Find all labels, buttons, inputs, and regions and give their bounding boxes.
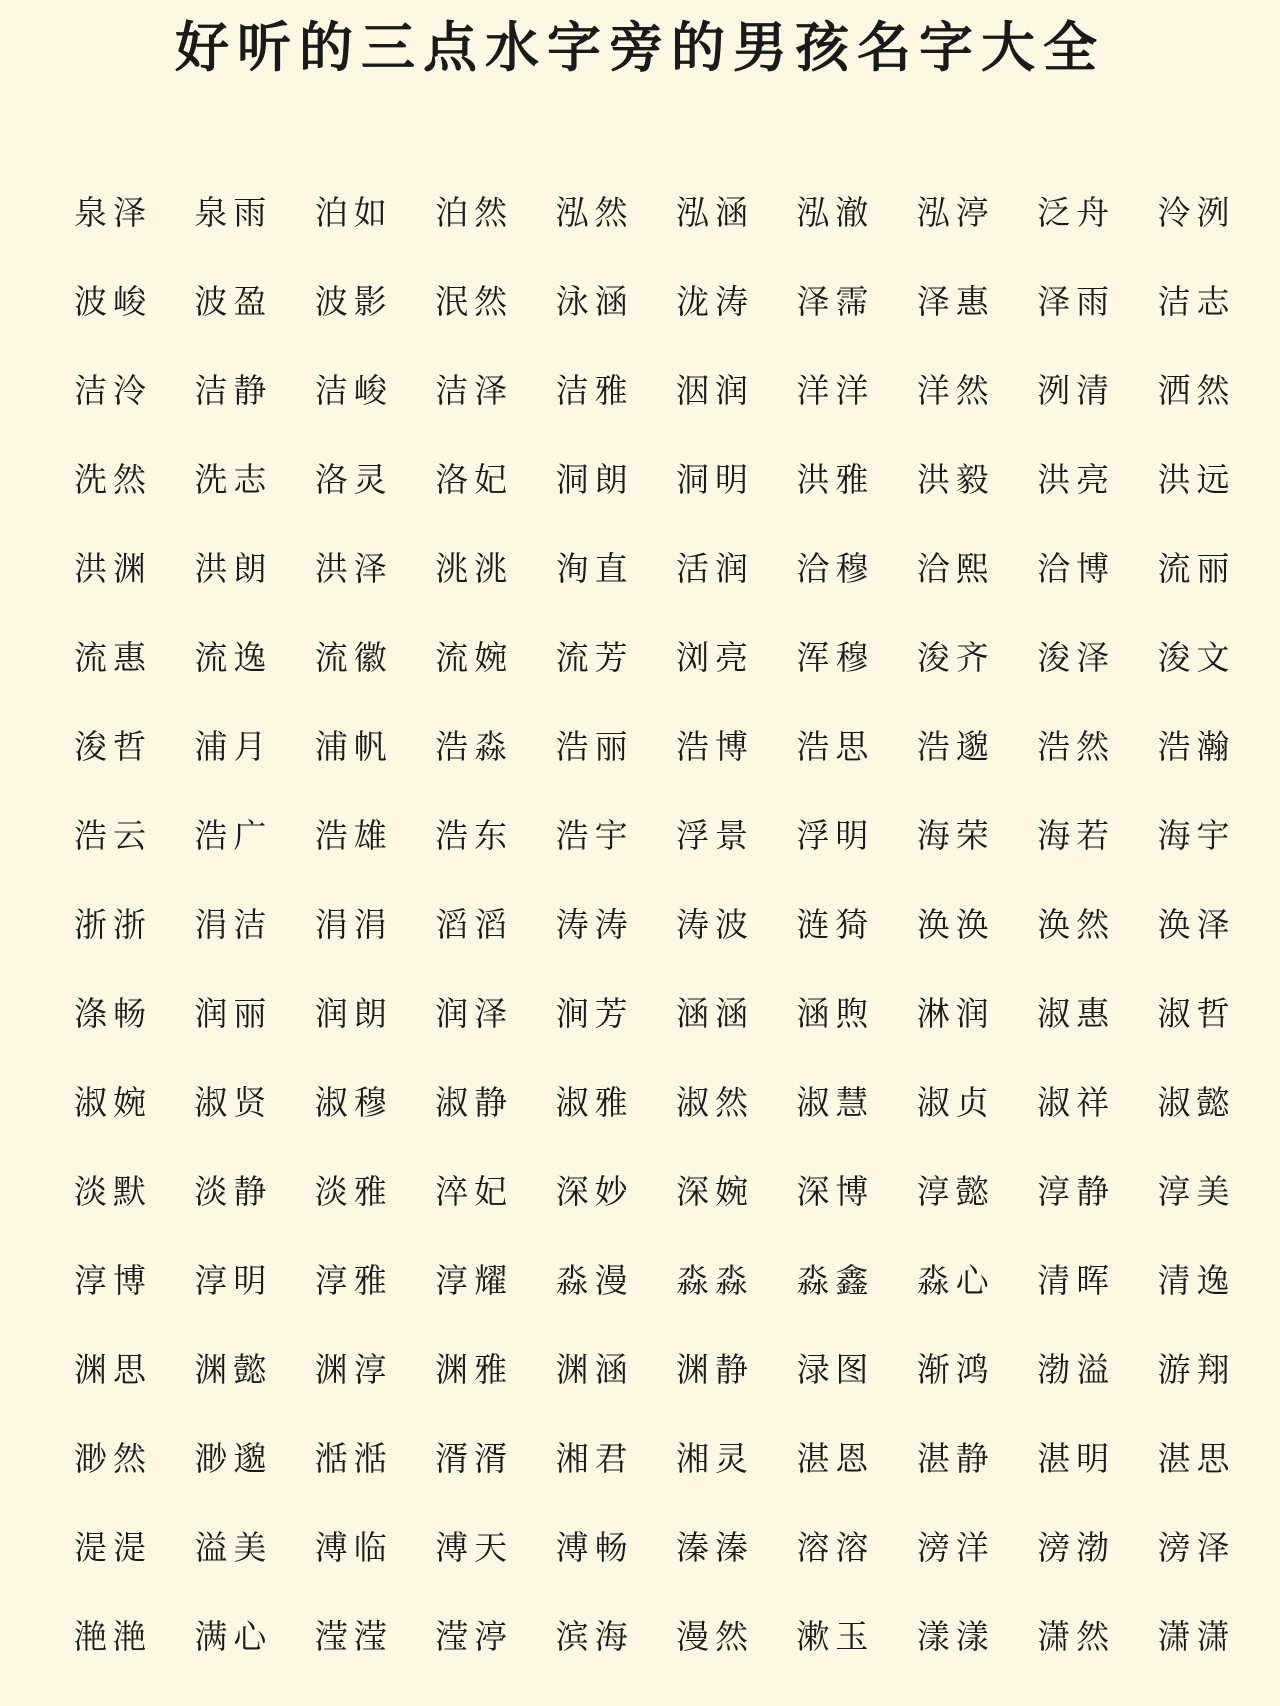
names-row [74, 613, 1280, 702]
names-row [74, 1236, 1280, 1325]
name-entry: 涛涛 [555, 904, 634, 944]
name-entry: 洪雅 [796, 459, 875, 499]
name-entry: 浦帆 [314, 726, 393, 766]
name-entry: 泓澈 [796, 192, 875, 232]
name-entry: 浑穆 [796, 637, 875, 677]
name-entry: 淳耀 [435, 1260, 514, 1300]
name-entry: 深博 [796, 1171, 875, 1211]
name-entry: 泓涵 [675, 192, 754, 232]
name-entry: 渊思 [74, 1349, 152, 1389]
name-entry: 洛灵 [314, 459, 393, 499]
name-entry: 淼漫 [555, 1260, 634, 1300]
name-entry: 泯然 [435, 281, 514, 321]
name-entry: 流丽 [1157, 548, 1236, 588]
name-entry: 浩丽 [555, 726, 634, 766]
name-entry: 溥天 [435, 1527, 514, 1567]
name-entry: 淡静 [194, 1171, 273, 1211]
names-row [74, 435, 1280, 524]
name-entry: 渤溢 [1037, 1349, 1116, 1389]
name-entry: 湛明 [1037, 1438, 1116, 1478]
name-entry: 洒然 [1157, 370, 1236, 410]
name-entry: 潇然 [1037, 1616, 1116, 1656]
name-entry: 洪泽 [314, 548, 393, 588]
name-entry: 湘君 [555, 1438, 634, 1478]
name-entry: 洗然 [74, 459, 152, 499]
name-entry: 漫然 [675, 1616, 754, 1656]
names-row [74, 257, 1280, 346]
name-entry: 浩思 [796, 726, 875, 766]
name-entry: 浩宇 [555, 815, 634, 855]
name-entry: 清晖 [1037, 1260, 1116, 1300]
name-entry: 洁静 [194, 370, 273, 410]
name-entry: 浚齐 [916, 637, 995, 677]
name-entry: 涣涣 [916, 904, 995, 944]
name-entry: 湛静 [916, 1438, 995, 1478]
name-entry: 渺然 [74, 1438, 152, 1478]
name-entry: 浏亮 [675, 637, 754, 677]
name-entry: 泊然 [435, 192, 514, 232]
names-row [74, 702, 1280, 791]
names-row [74, 1503, 1280, 1592]
name-entry: 湛思 [1157, 1438, 1236, 1478]
name-entry: 湉湉 [314, 1438, 393, 1478]
name-entry: 溥畅 [555, 1527, 634, 1567]
names-row [74, 1325, 1280, 1414]
name-entry: 淑雅 [555, 1082, 634, 1122]
name-entry: 洁雅 [555, 370, 634, 410]
name-entry: 淑贞 [916, 1082, 995, 1122]
name-entry: 泽雨 [1037, 281, 1116, 321]
name-entry: 满心 [194, 1616, 273, 1656]
name-entry: 洗志 [194, 459, 273, 499]
name-entry: 洁志 [1157, 281, 1236, 321]
name-entry: 洽穆 [796, 548, 875, 588]
names-row [74, 168, 1280, 257]
name-entry: 浩云 [74, 815, 152, 855]
name-entry: 淳雅 [314, 1260, 393, 1300]
name-entry: 洋洋 [796, 370, 875, 410]
name-entry: 泉雨 [194, 192, 273, 232]
name-entry: 渊雅 [435, 1349, 514, 1389]
name-entry: 波影 [314, 281, 393, 321]
name-entry: 淼鑫 [796, 1260, 875, 1300]
name-entry: 洪朗 [194, 548, 273, 588]
names-row [74, 1147, 1280, 1236]
name-entry: 泷涛 [675, 281, 754, 321]
name-entry: 溱溱 [675, 1527, 754, 1567]
name-entry: 润朗 [314, 993, 393, 1033]
name-entry: 流芳 [555, 637, 634, 677]
name-entry: 洪亮 [1037, 459, 1116, 499]
name-entry: 泉泽 [74, 192, 152, 232]
names-row [74, 880, 1280, 969]
name-entry: 泳涵 [555, 281, 634, 321]
name-entry: 漾漾 [916, 1616, 995, 1656]
name-entry: 潇潇 [1157, 1616, 1236, 1656]
name-entry: 洞朗 [555, 459, 634, 499]
name-entry: 洁峻 [314, 370, 393, 410]
name-entry: 淳静 [1037, 1171, 1116, 1211]
name-entry: 滨海 [555, 1616, 634, 1656]
name-entry: 深妙 [555, 1171, 634, 1211]
name-entry: 涣然 [1037, 904, 1116, 944]
name-entry: 泓然 [555, 192, 634, 232]
name-entry: 浩博 [675, 726, 754, 766]
name-entry: 泽霈 [796, 281, 875, 321]
names-grid [74, 168, 1280, 1681]
name-entry: 淳美 [1157, 1171, 1236, 1211]
name-entry: 渊静 [675, 1349, 754, 1389]
name-entry: 浩东 [435, 815, 514, 855]
names-row [74, 346, 1280, 435]
name-entry: 淋润 [916, 993, 995, 1033]
name-entry: 涟猗 [796, 904, 875, 944]
names-row [74, 1592, 1280, 1681]
page-title: 好听的三点水字旁的男孩名字大全 [175, 15, 1105, 79]
name-entry: 浩然 [1037, 726, 1116, 766]
name-entry: 溥临 [314, 1527, 393, 1567]
name-entry: 滟滟 [74, 1616, 152, 1656]
name-entry: 淑慧 [796, 1082, 875, 1122]
name-entry: 湘灵 [675, 1438, 754, 1478]
name-entry: 流惠 [74, 637, 152, 677]
name-entry: 涓涓 [314, 904, 393, 944]
name-entry: 洽熙 [916, 548, 995, 588]
name-entry: 滂泽 [1157, 1527, 1236, 1567]
name-entry: 波盈 [194, 281, 273, 321]
name-entry: 渐鸿 [916, 1349, 995, 1389]
name-entry: 波峻 [74, 281, 152, 321]
name-entry: 深婉 [675, 1171, 754, 1211]
name-entry: 流徽 [314, 637, 393, 677]
name-entry: 淡默 [74, 1171, 152, 1211]
name-entry: 洌清 [1037, 370, 1116, 410]
names-row [74, 969, 1280, 1058]
name-entry: 溢美 [194, 1527, 273, 1567]
name-entry: 洛妃 [435, 459, 514, 499]
name-entry: 浩瀚 [1157, 726, 1236, 766]
name-entry: 涤畅 [74, 993, 152, 1033]
name-entry: 浦月 [194, 726, 273, 766]
name-entry: 淑惠 [1037, 993, 1116, 1033]
name-entry: 浩广 [194, 815, 273, 855]
name-entry: 渊涵 [555, 1349, 634, 1389]
name-entry: 海荣 [916, 815, 995, 855]
name-entry: 淑懿 [1157, 1082, 1236, 1122]
name-entry: 流婉 [435, 637, 514, 677]
name-entry: 漱玉 [796, 1616, 875, 1656]
name-entry: 淑静 [435, 1082, 514, 1122]
names-row [74, 1414, 1280, 1503]
names-row [74, 524, 1280, 613]
name-entry: 涣泽 [1157, 904, 1236, 944]
name-entry: 淑哲 [1157, 993, 1236, 1033]
name-entry: 浩邈 [916, 726, 995, 766]
name-entry: 滂渤 [1037, 1527, 1116, 1567]
name-entry: 海若 [1037, 815, 1116, 855]
name-entry: 湜湜 [74, 1527, 152, 1567]
name-entry: 浚文 [1157, 637, 1236, 677]
name-entry: 湑湑 [435, 1438, 514, 1478]
name-entry: 浩淼 [435, 726, 514, 766]
name-entry: 淬妃 [435, 1171, 514, 1211]
name-entry: 泊如 [314, 192, 393, 232]
name-entry: 涛波 [675, 904, 754, 944]
name-entry: 浚哲 [74, 726, 152, 766]
name-entry: 浮明 [796, 815, 875, 855]
name-entry: 浚泽 [1037, 637, 1116, 677]
name-entry: 洪渊 [74, 548, 152, 588]
name-entry: 清逸 [1157, 1260, 1236, 1300]
name-entry: 淳明 [194, 1260, 273, 1300]
name-entry: 浮景 [675, 815, 754, 855]
name-entry: 涓洁 [194, 904, 273, 944]
name-entry: 渊淳 [314, 1349, 393, 1389]
name-entry: 流逸 [194, 637, 273, 677]
name-entry: 洪远 [1157, 459, 1236, 499]
name-entry: 滔滔 [435, 904, 514, 944]
name-entry: 湛恩 [796, 1438, 875, 1478]
name-entry: 润丽 [194, 993, 273, 1033]
name-entry: 浩雄 [314, 815, 393, 855]
name-entry: 洮洮 [435, 548, 514, 588]
name-entry: 海宇 [1157, 815, 1236, 855]
name-entry: 涵涵 [675, 993, 754, 1033]
name-entry: 淡雅 [314, 1171, 393, 1211]
name-entry: 洋然 [916, 370, 995, 410]
name-entry: 游翔 [1157, 1349, 1236, 1389]
name-entry: 渺邈 [194, 1438, 273, 1478]
name-entry: 泽惠 [916, 281, 995, 321]
name-entry: 淼淼 [675, 1260, 754, 1300]
name-entry: 洁泠 [74, 370, 152, 410]
name-entry: 洁泽 [435, 370, 514, 410]
name-entry: 淑祥 [1037, 1082, 1116, 1122]
name-entry: 洽博 [1037, 548, 1116, 588]
name-entry: 淑穆 [314, 1082, 393, 1122]
name-entry: 淳博 [74, 1260, 152, 1300]
names-row [74, 791, 1280, 880]
names-row [74, 1058, 1280, 1147]
name-entry: 润泽 [435, 993, 514, 1033]
name-entry: 滂洋 [916, 1527, 995, 1567]
name-entry: 滢渟 [435, 1616, 514, 1656]
name-entry: 涧芳 [555, 993, 634, 1033]
name-entry: 淳懿 [916, 1171, 995, 1211]
name-entry: 渌图 [796, 1349, 875, 1389]
name-entry: 溶溶 [796, 1527, 875, 1567]
name-entry: 浙浙 [74, 904, 152, 944]
name-entry: 淼心 [916, 1260, 995, 1300]
name-entry: 滢滢 [314, 1616, 393, 1656]
name-entry: 洪毅 [916, 459, 995, 499]
name-entry: 涵煦 [796, 993, 875, 1033]
name-entry: 洞明 [675, 459, 754, 499]
name-entry: 泓渟 [916, 192, 995, 232]
name-entry: 淑然 [675, 1082, 754, 1122]
name-entry: 渊懿 [194, 1349, 273, 1389]
name-entry: 泛舟 [1037, 192, 1116, 232]
name-entry: 活润 [675, 548, 754, 588]
name-entry: 泠洌 [1157, 192, 1236, 232]
name-entry: 洵直 [555, 548, 634, 588]
name-entry: 淑婉 [74, 1082, 152, 1122]
name-entry: 淑贤 [194, 1082, 273, 1122]
name-entry: 洇润 [675, 370, 754, 410]
